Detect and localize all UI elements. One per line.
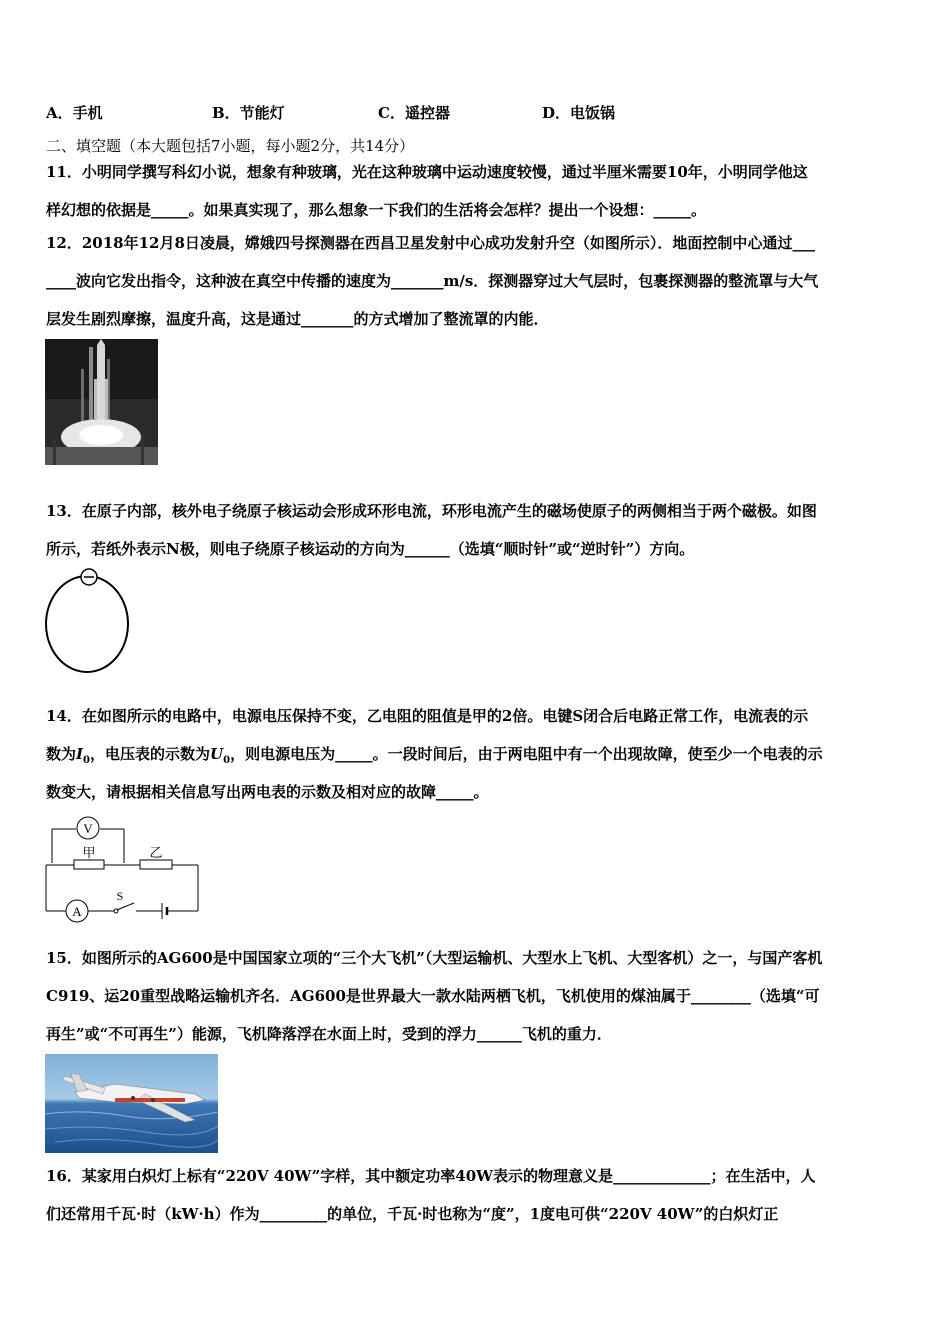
circuit-diagram — [44, 815, 204, 923]
q15-line1: 15．如图所示的AG600是中国国家立项的“三个大飞机”（大型运输机、大型水上飞机、大型客机）之一，与国产客机 — [46, 949, 823, 967]
option-a: A．手机 — [46, 104, 103, 122]
option-d: D．电饭锅 — [542, 104, 616, 122]
ammeter-label: A — [72, 904, 82, 919]
q16-line2: 们还常用千瓦·时（kW·h）作为_________的单位，千瓦·时也称为“度”，1度电可供“220V 40W”的白炽灯正 — [46, 1205, 779, 1223]
q12-line1: 12．2018年12月8日凌晨，嫦娥四号探测器在西昌卫星发射中心成功发射升空（如图所示）．地面控制中心通过___ — [46, 234, 815, 252]
q12-line3: 层发生剧烈摩擦，温度升高，这是通过_______的方式增加了整流罩的内能． — [46, 310, 549, 328]
voltmeter-label: V — [83, 821, 93, 836]
option-b: B．节能灯 — [212, 104, 285, 122]
resistor-jia-label: 甲 — [82, 845, 96, 860]
section-title: 二、填空题（本大题包括7小题，每小题2分，共14分） — [46, 137, 415, 155]
q11-line1: 11．小明同学撰写科幻小说，想象有种玻璃，光在这种玻璃中运动速度较慢，通过半厘米需要10年，小明同学他这 — [46, 163, 808, 181]
q11-line2: 样幻想的依据是_____。如果真实现了，那么想象一下我们的生活将会怎样？提出一个设想：_____。 — [46, 201, 707, 219]
q15-line2: C919、运20重型战略运输机齐名．AG600是世界最大一款水陆两栖飞机，飞机使用的煤油属于________（选填“可 — [46, 987, 820, 1005]
switch-label: S — [116, 889, 124, 903]
electron-orbit — [46, 576, 128, 672]
q14-line3: 数变大，请根据相关信息写出两电表的示数及相对应的故障_____。 — [46, 783, 489, 801]
seaplane-image — [45, 1054, 218, 1153]
q13-line2: 所示，若纸外表示N极，则电子绕原子核运动的方向为______（选填“顺时针”或“逆时针”）方向。 — [46, 540, 695, 558]
q14-line1: 14．在如图所示的电路中，电源电压保持不变，乙电阻的阻值是甲的2倍。电键S闭合后电路正常工作，电流表的示 — [46, 707, 809, 725]
q13-line1: 13．在原子内部，核外电子绕原子核运动会形成环形电流，环形电流产生的磁场使原子的两侧相当于两个磁极。如图 — [46, 502, 817, 520]
q15-line3: 再生”或“不可再生”）能源，飞机降落浮在水面上时，受到的浮力______飞机的重力． — [46, 1025, 612, 1043]
rocket-launch-image — [45, 339, 158, 465]
atom-diagram — [44, 568, 132, 676]
q14-line2: 数为$I_0$，电压表的示数为$U_0$，则电源电压为_____。一段时间后，由于两电阻中有一个出现故障，使至少一个电表的示 — [46, 745, 823, 766]
q12-line2: ____波向它发出指令，这种波在真空中传播的速度为_______m/s．探测器穿过大气层时，包裹探测器的整流罩与大气 — [46, 272, 819, 290]
q16-line1: 16．某家用白炽灯上标有“220V 40W”字样，其中额定功率40W表示的物理意义是_____________；在生活中，人 — [46, 1167, 816, 1185]
resistor-jia — [74, 860, 104, 869]
resistor-yi — [140, 860, 172, 869]
switch — [117, 903, 134, 910]
option-c: C．遥控器 — [378, 104, 450, 122]
resistor-yi-label: 乙 — [149, 845, 163, 860]
